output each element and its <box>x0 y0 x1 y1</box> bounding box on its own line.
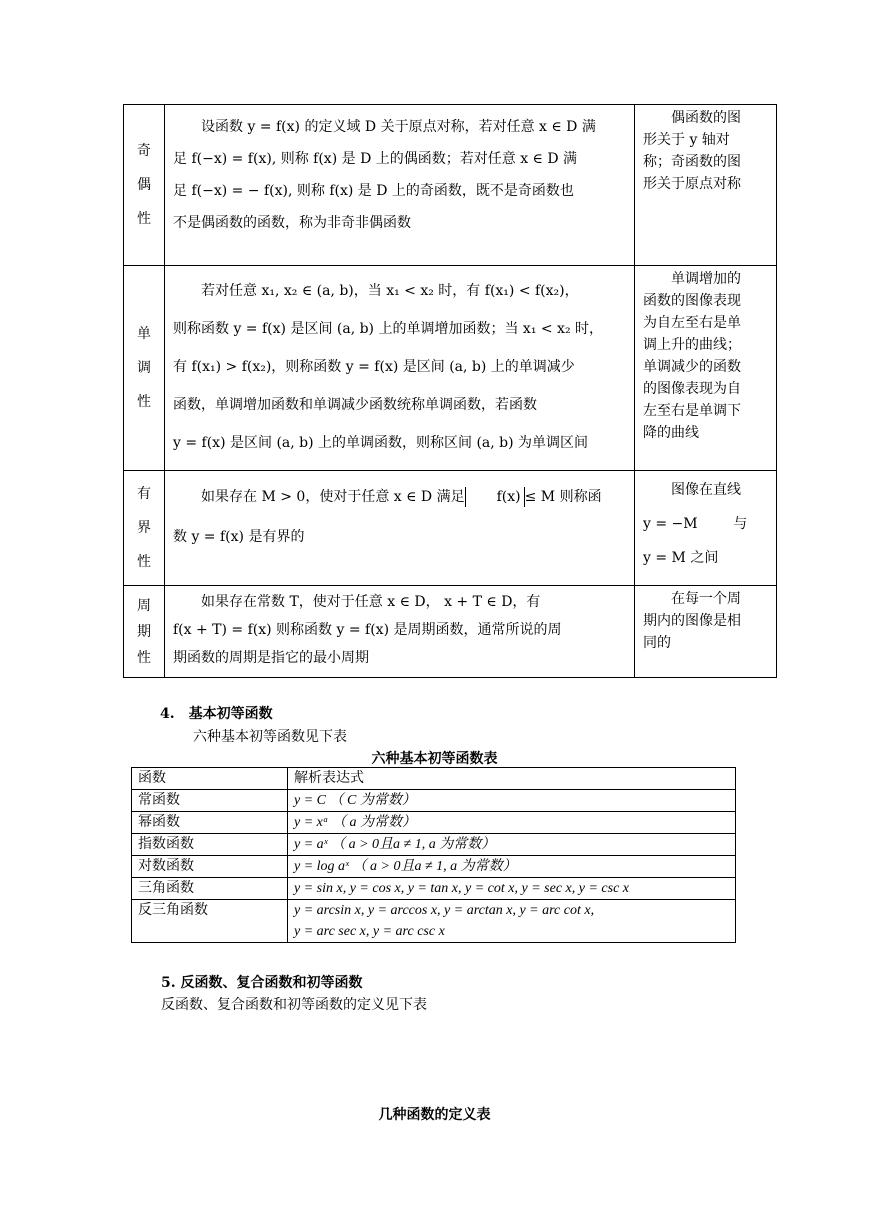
function-name-cell: 常函数 <box>132 790 288 812</box>
note-line: 形关于 y 轴对 <box>643 132 730 148</box>
table-row <box>132 812 736 834</box>
expression-line: y = arc sec x, y = arc csc x <box>294 924 445 939</box>
expression-cell: y = sin x, y = cos x, y = tan x, y = cot x, y = sec x, y = csc x <box>288 878 736 900</box>
basic-functions-table <box>131 767 736 943</box>
function-name-cell: 指数函数 <box>132 834 288 856</box>
note-line: 函数的图像表现 <box>643 293 741 309</box>
note-line: 期内的图像是相 <box>643 613 741 629</box>
prop-name-char: 奇 <box>137 143 151 159</box>
prop-graph-note <box>635 105 777 266</box>
section-5-heading: 5. 反函数、复合函数和初等函数 <box>161 975 363 991</box>
table-row <box>132 834 736 856</box>
prop-name-char: 性 <box>137 649 151 666</box>
note-line: 偶函数的图 <box>671 110 741 126</box>
desc-line: 若对任意 x₁, x₂ ∈ (a, b)，当 x₁ < x₂ 时，有 f(x₁) < f(x₂)， <box>201 283 579 299</box>
prop-name <box>124 266 165 471</box>
note-line: 为自左至右是单 <box>643 315 741 331</box>
expression-cell: y = C （ C 为常数） <box>288 790 736 812</box>
section-4-heading: 4. 基本初等函数 <box>160 706 273 722</box>
note-line: y = M 之间 <box>643 550 719 566</box>
table-row <box>132 856 736 878</box>
note-line: 降的曲线 <box>643 425 699 441</box>
prop-name-char: 界 <box>137 520 151 536</box>
row-boundedness <box>124 471 777 586</box>
desc-line: 有 f(x₁) > f(x₂)，则称函数 y = f(x) 是区间 (a, b) 上的单调减少 <box>173 359 575 375</box>
prop-name-char: 有 <box>137 486 151 502</box>
table-row <box>132 790 736 812</box>
desc-line: 函数，单调增加函数和单调减少函数统称单调函数，若函数 <box>173 397 537 413</box>
expression-cell: y = xᵃ （ a 为常数） <box>288 812 736 834</box>
basic-functions-table-caption: 六种基本初等函数表 <box>371 751 498 767</box>
note-line: 形关于原点对称 <box>643 176 741 192</box>
expression-line: y = arcsin x, y = arccos x, y = arctan x, y = arc cot x, <box>294 903 595 918</box>
prop-graph-note <box>635 266 777 471</box>
section-4-intro: 六种基本初等函数见下表 <box>193 729 347 745</box>
expression-cell <box>288 900 736 943</box>
desc-line: y = f(x) 是区间 (a, b) 上的单调函数，则称区间 (a, b) 为单调区间 <box>173 435 589 451</box>
desc-line <box>173 477 626 517</box>
function-name-cell: 幂函数 <box>132 812 288 834</box>
desc-line: 足 f(−x) = − f(x), 则称 f(x) 是 D 上的奇函数，既不是奇函数也 <box>173 183 574 199</box>
prop-description <box>165 266 635 471</box>
desc-line: f(x + T) = f(x) 则称函数 y = f(x) 是周期函数，通常所说的周 <box>173 622 562 638</box>
prop-name-char: 周 <box>137 597 151 614</box>
function-properties-table <box>123 104 777 678</box>
row-parity <box>124 105 777 266</box>
note-line: 同的 <box>643 635 671 651</box>
note-line: y = −M 与 <box>643 516 748 532</box>
expression-cell: y = log aˣ （ a > 0且a ≠ 1, a 为常数） <box>288 856 736 878</box>
header-cell: 函数 <box>132 768 288 790</box>
desc-line: 足 f(−x) = f(x), 则称 f(x) 是 D 上的偶函数；若对任意 x ∈ D 满 <box>173 151 578 167</box>
note-line: 图像在直线 <box>671 482 741 498</box>
prop-name-char: 性 <box>137 211 151 227</box>
prop-name-char: 性 <box>137 394 151 410</box>
desc-line: 则称函数 y = f(x) 是区间 (a, b) 上的单调增加函数；当 x₁ < x₂ 时， <box>173 321 604 337</box>
prop-name-char: 性 <box>137 554 151 570</box>
table-header-row <box>132 768 736 790</box>
note-line: 的图像表现为自 <box>643 381 741 397</box>
function-name-cell: 对数函数 <box>132 856 288 878</box>
note-line: 在每一个周 <box>671 591 741 607</box>
desc-line: 设函数 y = f(x) 的定义域 D 关于原点对称，若对任意 x ∈ D 满 <box>201 119 596 135</box>
row-monotonicity <box>124 266 777 471</box>
desc-text: 如果存在 M > 0，使对于任意 x ∈ D 满足 <box>201 489 465 505</box>
note-line: 单调减少的函数 <box>643 359 741 375</box>
prop-description <box>165 586 635 678</box>
prop-name <box>124 105 165 266</box>
note-line: 调上升的曲线； <box>643 337 741 353</box>
prop-name <box>124 586 165 678</box>
desc-line: 数 y = f(x) 是有界的 <box>173 529 305 545</box>
prop-name-char: 期 <box>137 623 151 640</box>
abs-value-expr: f(x) <box>465 487 525 507</box>
prop-graph-note <box>635 471 777 586</box>
function-name-cell: 三角函数 <box>132 878 288 900</box>
function-name-cell: 反三角函数 <box>132 900 288 943</box>
desc-line: 如果存在常数 T，使对于任意 x ∈ D， x + T ∈ D，有 <box>201 594 541 610</box>
note-line: 左至右是单调下 <box>643 403 741 419</box>
table-row <box>132 900 736 943</box>
section-5-intro: 反函数、复合函数和初等函数的定义见下表 <box>161 997 427 1013</box>
desc-text: ≤ M 则称函 <box>524 489 602 505</box>
prop-description <box>165 105 635 266</box>
prop-name-char: 偶 <box>137 177 151 193</box>
desc-line: 不是偶函数的函数，称为非奇非偶函数 <box>173 215 411 231</box>
prop-name <box>124 471 165 586</box>
prop-graph-note <box>635 586 777 678</box>
desc-line: 期函数的周期是指它的最小周期 <box>173 650 369 666</box>
header-cell: 解析表达式 <box>288 768 736 790</box>
definitions-table-caption: 几种函数的定义表 <box>378 1107 491 1123</box>
row-periodicity <box>124 586 777 678</box>
prop-description <box>165 471 635 586</box>
table-row <box>132 878 736 900</box>
note-line: 单调增加的 <box>671 271 741 287</box>
expression-cell: y = aˣ （ a > 0且a ≠ 1, a 为常数） <box>288 834 736 856</box>
prop-name-char: 调 <box>137 360 151 376</box>
prop-name-char: 单 <box>137 326 151 342</box>
note-line: 称；奇函数的图 <box>643 154 741 170</box>
